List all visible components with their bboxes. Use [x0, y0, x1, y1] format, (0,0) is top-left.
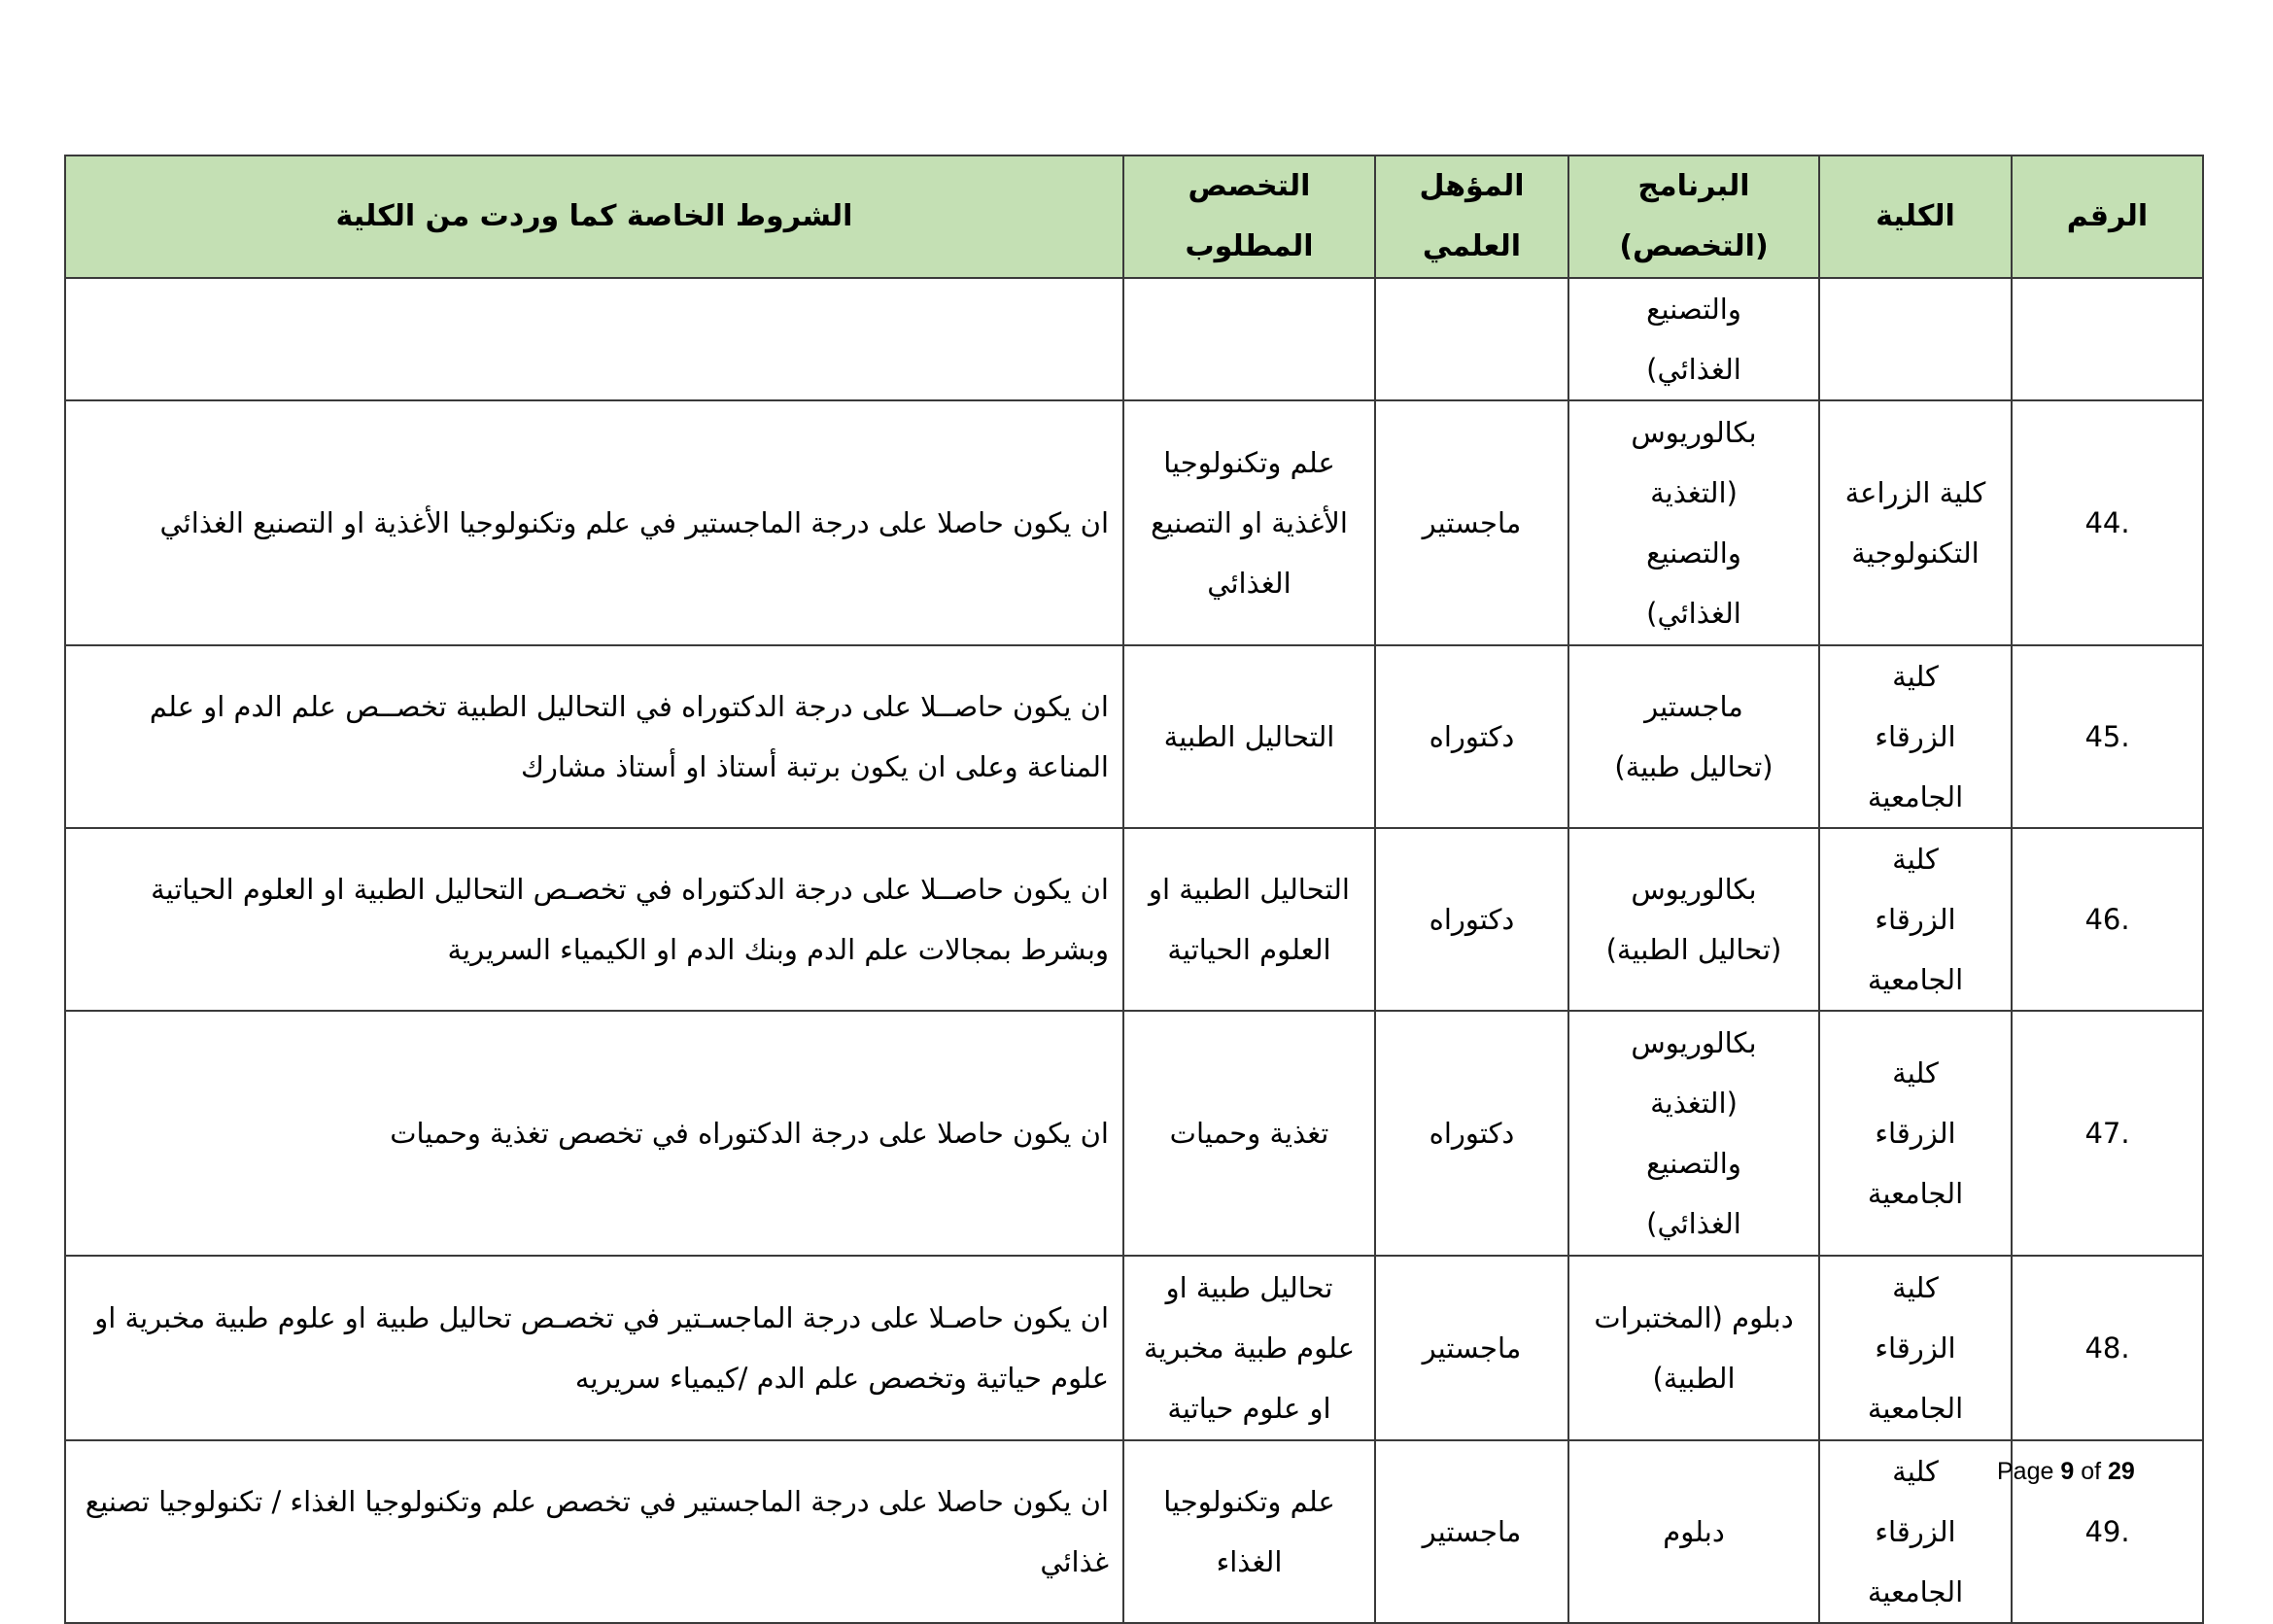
table-row — [65, 645, 2203, 828]
cell-college: كلية الزرقاء الجامعية — [1819, 645, 2012, 828]
cell-num: 47. — [2012, 1011, 2203, 1256]
cell-college: كلية الزرقاء الجامعية — [1819, 1256, 2012, 1440]
cell-program: دبلوم — [1568, 1440, 1819, 1623]
table-row — [65, 1440, 2203, 1623]
cell-qualification: دكتوراه — [1375, 1011, 1568, 1256]
table-row — [65, 828, 2203, 1011]
footer-current-page: 9 — [2060, 1458, 2075, 1485]
cell-qualification — [1375, 278, 1568, 400]
cell-college — [1819, 278, 2012, 400]
cell-qualification: ماجستير — [1375, 1440, 1568, 1623]
cell-conditions: ان يكون حاصــلا على درجة الدكتوراه في التحاليل الطبية تخصــص علم الدم او علم المناعة وعلى ان يكون برتبة أستاذ او أستاذ مشارك — [65, 645, 1123, 828]
cell-conditions: ان يكون حاصلا على درجة الماجستير في تخصص علم وتكنولوجيا الغذاء / تكنولوجيا تصنيع غذائي — [65, 1440, 1123, 1623]
cell-specialization: علم وتكنولوجيا الغذاء — [1123, 1440, 1375, 1623]
cell-program: دبلوم (المختبرات الطبية) — [1568, 1256, 1819, 1440]
cell-college: كلية الزراعة التكنولوجية — [1819, 400, 2012, 645]
cell-college: كلية الزرقاء الجامعية — [1819, 1011, 2012, 1256]
cell-qualification: ماجستير — [1375, 400, 1568, 645]
cell-specialization: التحاليل الطبية او العلوم الحياتية — [1123, 828, 1375, 1011]
cell-qualification: دكتوراه — [1375, 645, 1568, 828]
cell-conditions: ان يكون حاصلا على درجة الماجستير في علم وتكنولوجيا الأغذية او التصنيع الغذائي — [65, 400, 1123, 645]
cell-qualification: ماجستير — [1375, 1256, 1568, 1440]
cell-num — [2012, 278, 2203, 400]
header-specialization: التخصص المطلوب — [1123, 155, 1375, 278]
cell-college: كلية الزرقاء الجامعية — [1819, 1440, 2012, 1623]
footer-total-pages: 29 — [2108, 1458, 2135, 1485]
cell-qualification: دكتوراه — [1375, 828, 1568, 1011]
cell-specialization: تغذية وحميات — [1123, 1011, 1375, 1256]
cell-program: والتصنيع الغذائي) — [1568, 278, 1819, 400]
cell-specialization: تحاليل طبية او علوم طبية مخبرية او علوم حياتية — [1123, 1256, 1375, 1440]
cell-conditions — [65, 278, 1123, 400]
header-qualification: المؤهل العلمي — [1375, 155, 1568, 278]
cell-specialization: علم وتكنولوجيا الأغذية او التصنيع الغذائي — [1123, 400, 1375, 645]
header-num: الرقم — [2012, 155, 2203, 278]
table-row — [65, 1011, 2203, 1256]
footer-of-word: of — [2081, 1458, 2102, 1485]
cell-conditions: ان يكون حاصــلا على درجة الدكتوراه في تخصـص التحاليل الطبية او العلوم الحياتية وبشرط بمجالات علم الدم وبنك الدم او الكيمياء السريرية — [65, 828, 1123, 1011]
header-college: الكلية — [1819, 155, 2012, 278]
cell-num: 46. — [2012, 828, 2203, 1011]
cell-specialization — [1123, 278, 1375, 400]
cell-program: بكالوريوس (التغذية والتصنيع الغذائي) — [1568, 400, 1819, 645]
footer-page-word: Page — [1997, 1458, 2054, 1485]
cell-program: بكالوريوس (تحاليل الطبية) — [1568, 828, 1819, 1011]
cell-num: 48. — [2012, 1256, 2203, 1440]
table-row — [65, 400, 2203, 645]
cell-num: 44. — [2012, 400, 2203, 645]
table-row — [65, 1256, 2203, 1440]
cell-conditions: ان يكون حاصـلا على درجة الماجسـتير في تخصـص تحاليل طبية او علوم طبية مخبرية او علوم حياتية وتخصص علم الدم /كيمياء سريريه — [65, 1256, 1123, 1440]
cell-num: 49. — [2012, 1440, 2203, 1623]
table-row — [65, 278, 2203, 400]
cell-specialization: التحاليل الطبية — [1123, 645, 1375, 828]
cell-college: كلية الزرقاء الجامعية — [1819, 828, 2012, 1011]
cell-num: 45. — [2012, 645, 2203, 828]
cell-program: بكالوريوس (التغذية والتصنيع الغذائي) — [1568, 1011, 1819, 1256]
cell-program: ماجستير (تحاليل طبية) — [1568, 645, 1819, 828]
table-header-row — [65, 155, 2203, 278]
page-footer — [1997, 1458, 2172, 1486]
header-program: البرنامج (التخصص) — [1568, 155, 1819, 278]
cell-conditions: ان يكون حاصلا على درجة الدكتوراه في تخصص تغذية وحميات — [65, 1011, 1123, 1256]
requirements-table — [64, 155, 2204, 1624]
header-conditions: الشروط الخاصة كما وردت من الكلية — [65, 155, 1123, 278]
